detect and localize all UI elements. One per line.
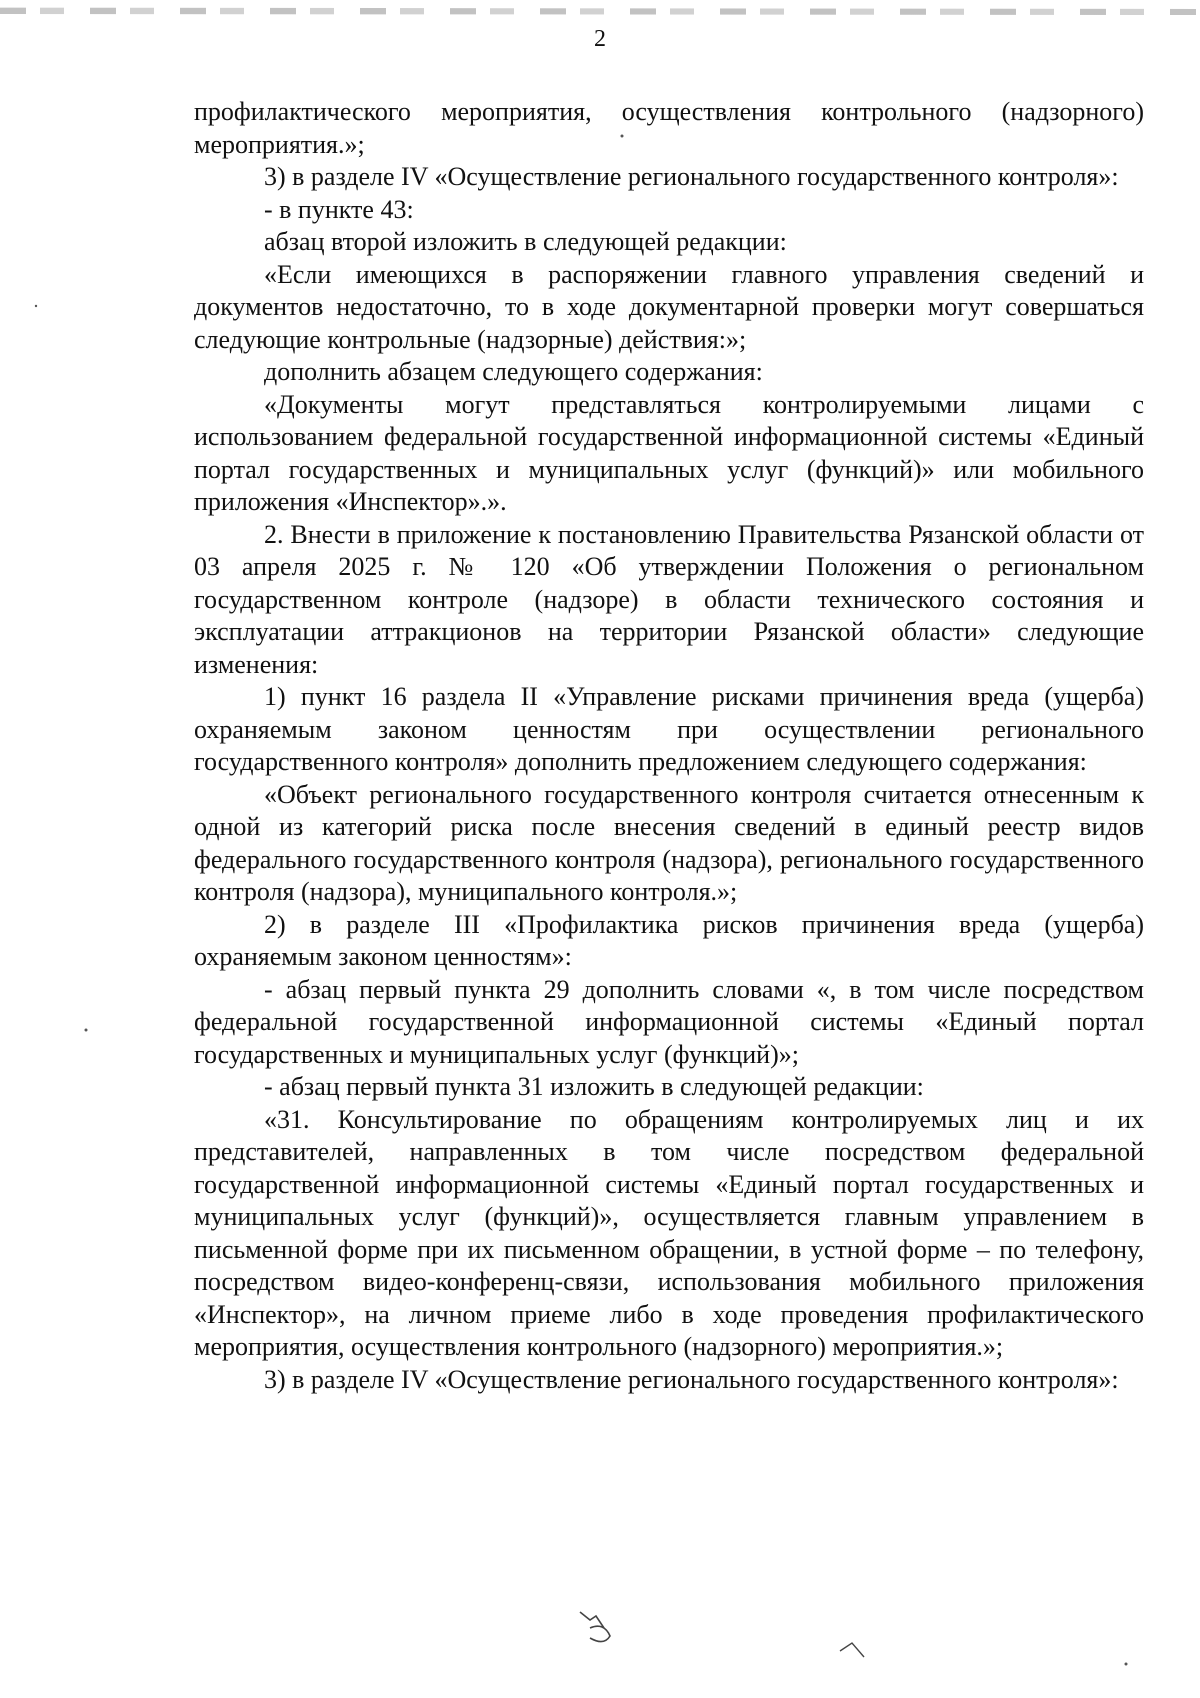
scan-mark xyxy=(840,1643,864,1657)
initials-mark xyxy=(580,1612,610,1642)
paragraph: дополнить абзацем следующего содержания: xyxy=(264,357,763,386)
speck xyxy=(85,1029,88,1032)
paragraph: - абзац первый пункта 29 дополнить словами «, в том числе посредством федеральной государственной информационной системы «Единый портал государственных и муниципальных услуг (функций)»; xyxy=(194,974,1144,1069)
paragraph: «Если имеющихся в распоряжении главного управления сведений и документов недостаточно, то в ходе документарной проверки могут совершаться следующие контрольные (надзорные) действия:»; xyxy=(194,259,1144,354)
paragraph: абзац второй изложить в следующей редакции: xyxy=(264,227,787,256)
speck xyxy=(621,135,624,138)
paragraph: 3) в разделе IV «Осуществление регионального государственного контроля»: xyxy=(264,1364,1119,1394)
paragraph: 2. Внести в приложение к постановлению Правительства Рязанской области от 03 апреля 2025 г. № 120 «Об утверждении Положения о региональном государственном контроле (надзоре) в области технического состояния и эксплуатации аттракционов на территории Рязанской области» следующие изменения: xyxy=(194,519,1144,679)
paragraph: «Документы могут представляться контролируемыми лицами с использованием федеральной государственной информационной системы «Единый портал государственных и муниципальных услуг (функций)» или мобильного приложения «Инспектор».». xyxy=(194,389,1144,516)
paragraph: «31. Консультирование по обращениям контролируемых лиц и их представителей, направленных в том числе посредством федеральной государственной информационной системы «Единый портал государственных и муниципальных услуг (функций)», осуществляется главным управлением в письменной форме при их письменном обращении, в устной форме – по телефону, посредством видео-конференц-связи, использования мобильного приложения «Инспектор», на личном приеме либо в ходе проведения профилактического мероприятия, осуществления контрольного (надзорного) мероприятия.»; xyxy=(194,1104,1144,1361)
paragraph: - абзац первый пункта 31 изложить в следующей редакции: xyxy=(264,1072,924,1101)
page-number: 2 xyxy=(594,26,606,52)
speck xyxy=(35,305,37,307)
speck xyxy=(1125,1663,1128,1666)
paragraph: профилактического мероприятия, осуществления контрольного (надзорного) мероприятия.»; xyxy=(194,97,1144,159)
paragraph: «Объект регионального государственного контроля считается отнесенным к одной из категорий риска после внесения сведений в единый реестр видов федерального государственного контроля (надзора), регионального государственного контроля (надзора), муниципального контроля.»; xyxy=(194,779,1144,906)
paragraph: 2) в разделе III «Профилактика рисков причинения вреда (ущерба) охраняемым законом ценностям»: xyxy=(194,909,1144,971)
paragraph: 3) в разделе IV «Осуществление регионального государственного контроля»: xyxy=(264,162,1119,191)
paragraph: 1) пункт 16 раздела II «Управление рисками причинения вреда (ущерба) охраняемым законом ценностям при осуществлении регионального государственного контроля» дополнить предложением следующего содержания: xyxy=(194,682,1144,776)
paragraph: - в пункте 43: xyxy=(264,194,414,224)
